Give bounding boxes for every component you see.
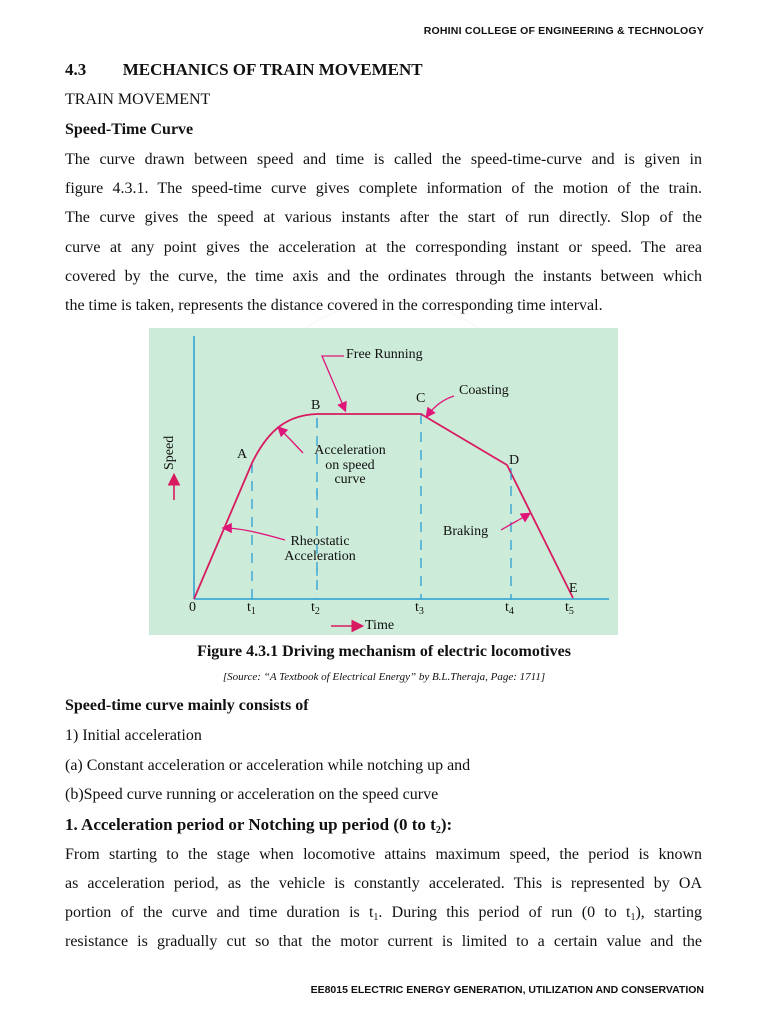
point-b: B: [311, 398, 321, 413]
page-footer: EE8015 ELECTRIC ENERGY GENERATION, UTILIZATION AND CONSERVATION: [310, 984, 704, 996]
speed-time-curve: [194, 414, 573, 599]
point-c: C: [416, 391, 426, 406]
list-item: (b)Speed curve running or acceleration on the speed curve: [65, 786, 439, 803]
label-braking: Braking: [443, 524, 489, 539]
page-header: ROHINI COLLEGE OF ENGINEERING & TECHNOLOGY: [423, 25, 704, 37]
section-subtitle: TRAIN MOVEMENT: [65, 91, 211, 108]
section-number: 4.3: [65, 60, 87, 79]
braking-arrow: [501, 514, 529, 530]
label-free-running: Free Running: [346, 347, 423, 362]
origin-label: 0: [189, 600, 196, 615]
tick-t4: $t_4$: [505, 600, 514, 617]
paragraph-line: figure 4.3.1. The speed-time curve gives complete information of the motion of the train.: [65, 180, 702, 197]
speed-time-figure: [149, 328, 618, 635]
paragraph-line: From starting to the stage when locomotive attains maximum speed, the period is known: [65, 846, 702, 863]
coasting-arrow: [427, 396, 454, 416]
list-heading: Speed-time curve mainly consists of: [65, 697, 309, 714]
time-ordinates: [252, 414, 511, 599]
section-heading: [65, 60, 423, 80]
paragraph-line: as acceleration period, as the vehicle is constantly accelerated. This is represented by OA: [65, 875, 702, 892]
label-coasting: Coasting: [459, 383, 509, 398]
label-rheostatic-acceleration: Rheostatic Acceleration: [284, 534, 356, 564]
paragraph-line: curve at any point gives the acceleration at the corresponding instant or speed. The area: [65, 239, 702, 256]
figure-source: [Source: “A Textbook of Electrical Energy” by B.L.Theraja, Page: 1711]: [222, 671, 546, 683]
paragraph-line: the time is taken, represents the distance covered in the corresponding time interval.: [65, 297, 603, 314]
y-axis-label: Speed: [162, 435, 177, 470]
accel-speed-curve-arrow: [279, 428, 303, 453]
paragraph-line: The curve gives the speed at various instants after the start of run directly. Slop of the: [65, 209, 702, 226]
label-accel-speed-curve: Acceleration on speed curve: [314, 443, 386, 488]
figure-caption: Figure 4.3.1 Driving mechanism of electric locomotives: [197, 643, 571, 660]
section-title: MECHANICS OF TRAIN MOVEMENT: [122, 60, 423, 79]
point-e: E: [569, 581, 578, 596]
x-axis-label: Time: [365, 618, 395, 633]
free-running-arrow: [322, 356, 345, 410]
acceleration-period-heading: 1. Acceleration period or Notching up period (0 to $t_2$):: [65, 815, 453, 836]
list-item: (a) Constant acceleration or acceleration while notching up and: [65, 757, 471, 774]
paragraph-line: portion of the curve and time duration is $t_1$. During this period of run (0 to $t_1$), starting: [65, 904, 702, 923]
tick-t3: $t_3$: [415, 600, 424, 617]
paragraph-line: The curve drawn between speed and time is called the speed-time-curve and is given in: [65, 151, 702, 168]
list-item: 1) Initial acceleration: [65, 727, 202, 744]
point-d: D: [509, 453, 520, 468]
subheading-speed-time-curve: Speed-Time Curve: [65, 121, 194, 138]
tick-t1: $t_1$: [247, 600, 256, 617]
paragraph-line: resistance is gradually cut so that the motor current is limited to a certain value and the: [65, 933, 702, 950]
tick-t2: $t_2$: [311, 600, 320, 617]
tick-t5: $t_5$: [565, 600, 574, 617]
paragraph-line: covered by the curve, the time axis and the ordinates through the instants between which: [65, 268, 702, 285]
point-a: A: [237, 447, 248, 462]
